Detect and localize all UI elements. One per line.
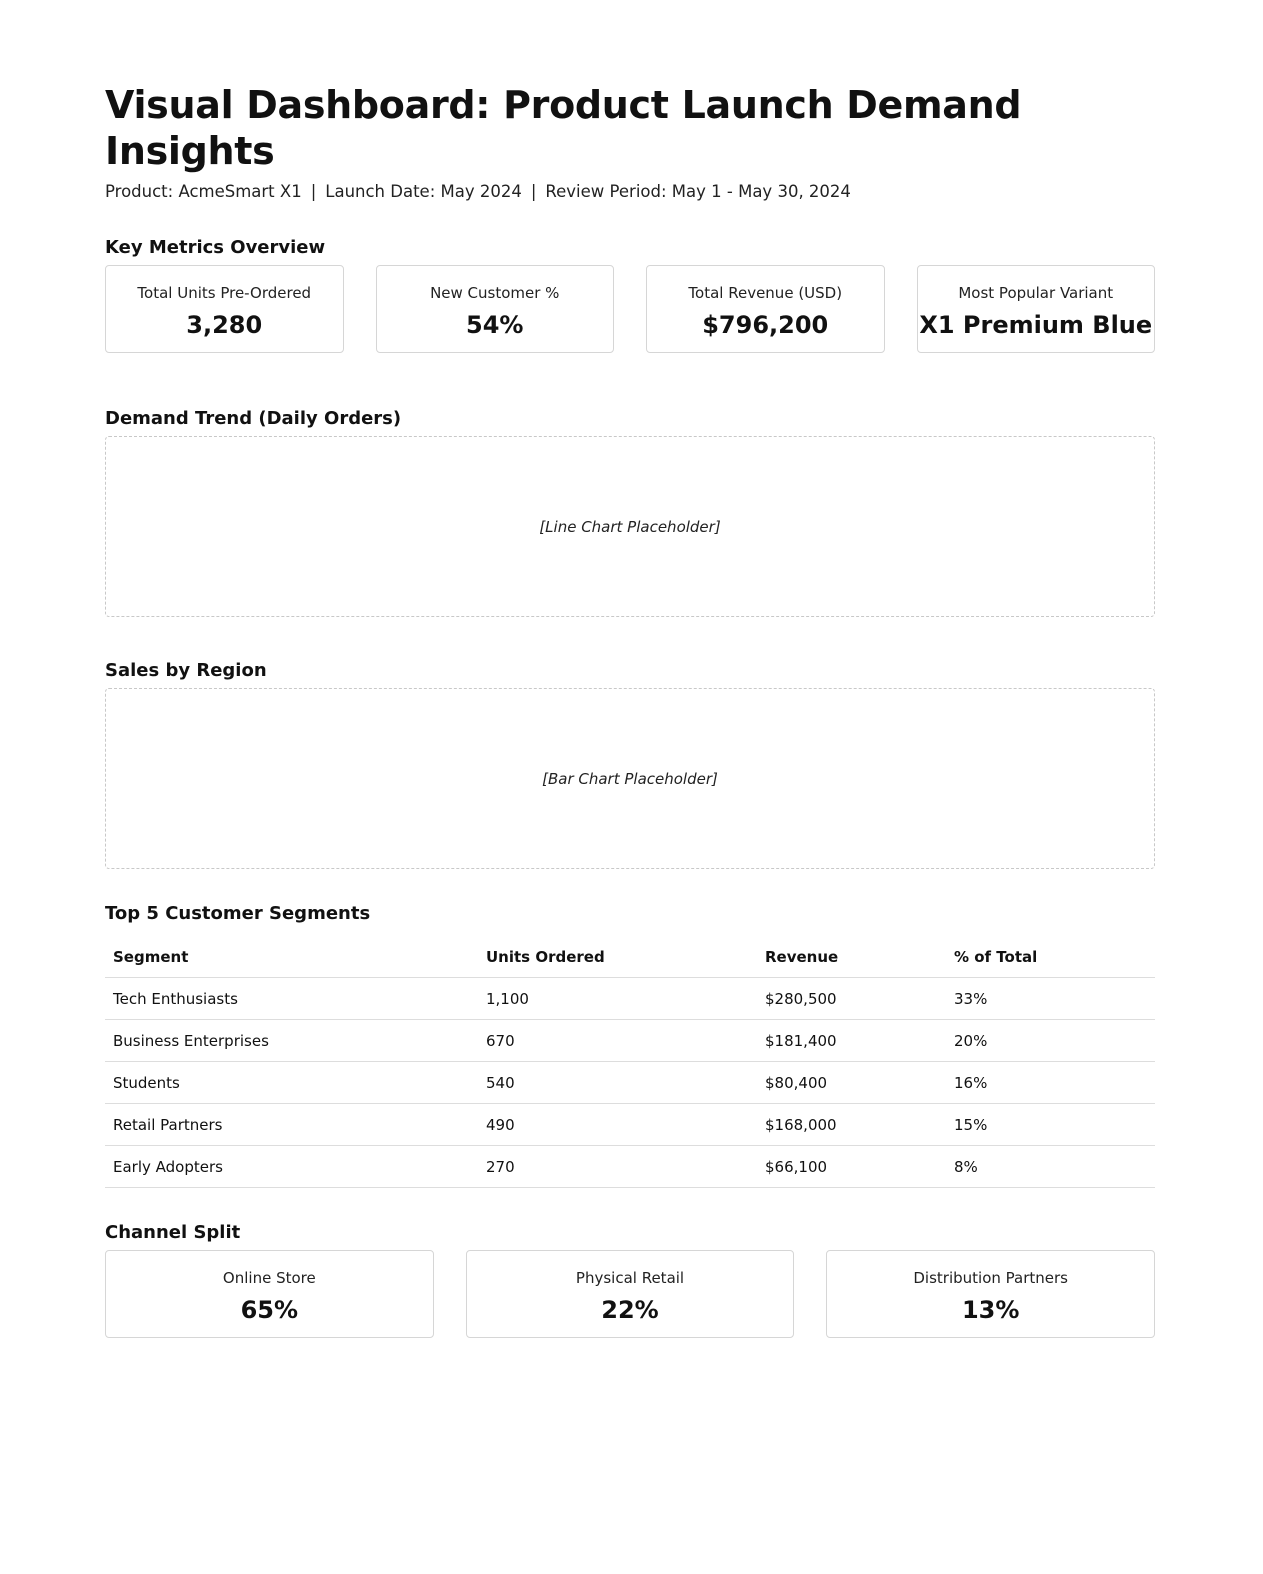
table-row xyxy=(105,978,1155,1020)
customer-segments-heading: Top 5 Customer Segments xyxy=(105,903,371,924)
cell-segment: Retail Partners xyxy=(105,1104,478,1146)
cell-segment: Tech Enthusiasts xyxy=(105,978,478,1020)
cell-units: 540 xyxy=(478,1062,757,1104)
cell-percent: 16% xyxy=(946,1062,1155,1104)
channel-card-physical-retail xyxy=(466,1250,795,1338)
table-row xyxy=(105,1146,1155,1188)
separator: | xyxy=(310,182,317,201)
page-subtitle xyxy=(105,180,1155,204)
kpi-value: $796,200 xyxy=(702,311,829,339)
channel-label: Physical Retail xyxy=(575,1269,685,1287)
channel-card-distribution-partners xyxy=(826,1250,1155,1338)
table-header-row xyxy=(105,936,1155,978)
cell-revenue: $181,400 xyxy=(757,1020,946,1062)
kpi-card-popular-variant xyxy=(917,265,1156,353)
cell-units: 670 xyxy=(478,1020,757,1062)
channel-label: Distribution Partners xyxy=(913,1269,1068,1287)
kpi-label: Most Popular Variant xyxy=(958,284,1114,302)
table-row xyxy=(105,1104,1155,1146)
channel-label: Online Store xyxy=(222,1269,316,1287)
cell-percent: 20% xyxy=(946,1020,1155,1062)
sales-by-region-section xyxy=(105,659,1155,869)
bar-chart-placeholder xyxy=(105,688,1155,869)
channel-split-heading: Channel Split xyxy=(105,1222,241,1243)
review-period-info: Review Period: May 1 - May 30, 2024 xyxy=(545,182,851,201)
channel-value: 65% xyxy=(240,1296,299,1324)
cell-units: 1,100 xyxy=(478,978,757,1020)
kpi-label: New Customer % xyxy=(430,284,560,302)
placeholder-text: [Line Chart Placeholder] xyxy=(539,517,721,536)
demand-trend-section xyxy=(105,407,1155,617)
column-header-revenue: Revenue xyxy=(757,936,946,978)
kpi-card-total-revenue xyxy=(646,265,885,353)
column-header-percent: % of Total xyxy=(946,936,1155,978)
column-header-segment: Segment xyxy=(105,936,478,978)
separator: | xyxy=(530,182,537,201)
kpi-value: 54% xyxy=(466,311,524,339)
page-title: Visual Dashboard: Product Launch Demand Insights xyxy=(105,83,1022,173)
kpi-card-total-units xyxy=(105,265,344,353)
cell-segment: Early Adopters xyxy=(105,1146,478,1188)
cell-revenue: $280,500 xyxy=(757,978,946,1020)
cell-units: 490 xyxy=(478,1104,757,1146)
channel-card-online-store xyxy=(105,1250,434,1338)
cell-percent: 33% xyxy=(946,978,1155,1020)
table-row xyxy=(105,1020,1155,1062)
key-metrics-heading: Key Metrics Overview xyxy=(105,237,326,258)
sales-by-region-heading: Sales by Region xyxy=(105,660,267,681)
table-row xyxy=(105,1062,1155,1104)
kpi-card-new-customer xyxy=(376,265,615,353)
kpi-value: X1 Premium Blue xyxy=(919,311,1153,339)
demand-trend-heading: Demand Trend (Daily Orders) xyxy=(105,408,402,429)
placeholder-text: [Bar Chart Placeholder] xyxy=(542,769,718,788)
cell-revenue: $80,400 xyxy=(757,1062,946,1104)
cell-percent: 15% xyxy=(946,1104,1155,1146)
customer-segments-section xyxy=(105,902,1155,1188)
key-metrics-row xyxy=(105,265,1155,353)
cell-revenue: $66,100 xyxy=(757,1146,946,1188)
line-chart-placeholder xyxy=(105,436,1155,617)
launch-date-info: Launch Date: May 2024 xyxy=(325,182,522,201)
channel-value: 13% xyxy=(961,1296,1020,1324)
channel-split-section xyxy=(105,1221,1155,1338)
channel-split-row xyxy=(105,1250,1155,1338)
kpi-value: 3,280 xyxy=(186,311,263,339)
key-metrics-section xyxy=(105,236,1155,353)
column-header-units: Units Ordered xyxy=(478,936,757,978)
channel-value: 22% xyxy=(601,1296,659,1324)
cell-units: 270 xyxy=(478,1146,757,1188)
cell-segment: Business Enterprises xyxy=(105,1020,478,1062)
segments-table xyxy=(105,936,1155,1188)
product-info: Product: AcmeSmart X1 xyxy=(105,182,302,201)
cell-revenue: $168,000 xyxy=(757,1104,946,1146)
cell-percent: 8% xyxy=(946,1146,1155,1188)
kpi-label: Total Units Pre-Ordered xyxy=(137,284,312,302)
kpi-label: Total Revenue (USD) xyxy=(688,284,843,302)
cell-segment: Students xyxy=(105,1062,478,1104)
